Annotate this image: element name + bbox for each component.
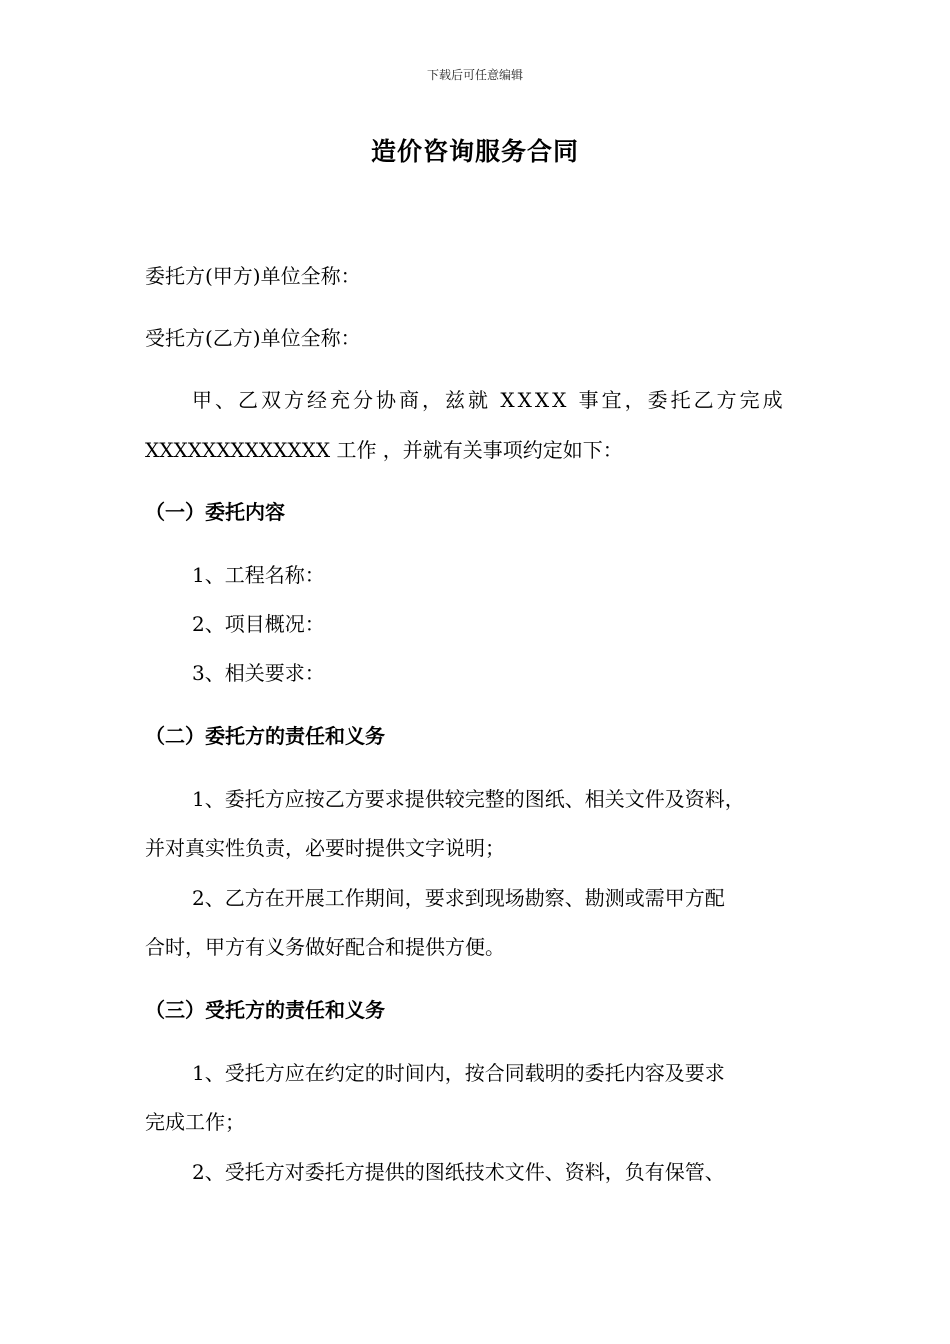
section-2-p1-line-2: 并对真实性负责，必要时提供文字说明；: [145, 836, 505, 860]
document-title: 造价咨询服务合同: [370, 137, 579, 166]
section-2-heading: （二）委托方的责任和义务: [145, 724, 385, 748]
intro-line-1: 甲、乙双方经充分协商，兹就 XXXX 事宜，委托乙方完成: [192, 388, 786, 412]
client-party-label: 委托方(甲方)单位全称：: [145, 264, 361, 288]
intro-line-2: XXXXXXXXXXXXX 工作 ，并就有关事项约定如下：: [145, 438, 623, 462]
section-2-p2-line-1: 2、乙方在开展工作期间，要求到现场勘察、勘测或需甲方配: [192, 886, 725, 910]
section-1-item-1: 1、工程名称：: [192, 563, 325, 587]
section-3-p1-line-1: 1、受托方应在约定的时间内，按合同载明的委托内容及要求: [192, 1061, 725, 1085]
section-1-heading: （一）委托内容: [145, 500, 285, 524]
section-2-p2-line-2: 合时，甲方有义务做好配合和提供方便。: [145, 935, 505, 959]
header-note: 下载后可任意编辑: [426, 68, 523, 82]
section-3-p2-line-1: 2、受托方对委托方提供的图纸技术文件、资料，负有保管、: [192, 1160, 725, 1184]
section-1-item-3: 3、相关要求：: [192, 661, 325, 685]
section-3-heading: （三）受托方的责任和义务: [145, 998, 385, 1022]
section-2-p1-line-1: 1、委托方应按乙方要求提供较完整的图纸、相关文件及资料，: [192, 787, 745, 811]
section-3-p1-line-2: 完成工作；: [145, 1110, 245, 1134]
contractor-party-label: 受托方(乙方)单位全称：: [145, 326, 361, 350]
section-1-item-2: 2、项目概况：: [192, 612, 325, 636]
